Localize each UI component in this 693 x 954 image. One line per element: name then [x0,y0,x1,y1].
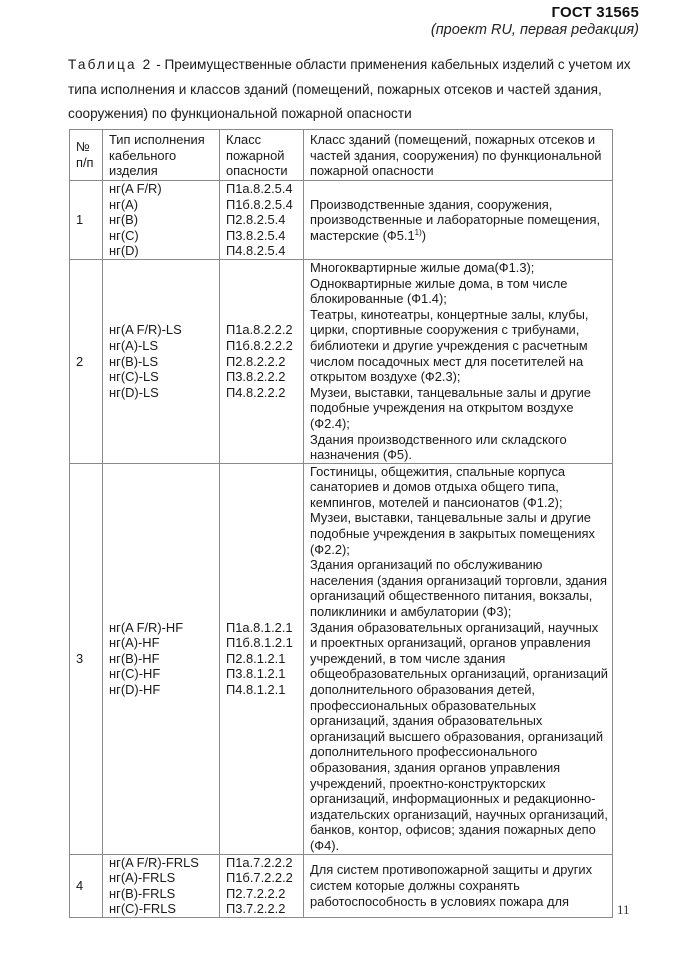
cable-type: нг(B)-LS [109,353,159,369]
fire-class: П2.8.1.2.1 [226,650,286,666]
fire-class: П1б.7.2.2.2 [226,870,293,886]
table-row [70,463,613,854]
cable-type: нг(A)-LS [109,337,159,353]
fire-class: П4.8.2.2.2 [226,384,286,400]
cable-type-cell [103,259,220,463]
cable-type: нг(C) [109,227,139,243]
row-number: 2 [70,259,103,463]
building-class-cell [304,463,613,854]
building-class-text: Для систем противопожарной защиты и других систем которые должны сохранять работоспособность в условиях пожара для [310,862,593,909]
table-header-row [70,130,613,181]
row-number: 4 [70,854,103,917]
cable-type: нг(A)-FRLS [109,870,176,886]
fire-class: П3.8.2.5.4 [226,227,286,243]
cable-type-cell [103,854,220,917]
cable-type: нг(D)-HF [109,682,161,697]
document-code: ГОСТ 31565 [551,4,639,21]
fire-class-cell [220,854,304,917]
column-header-building-class: Класс зданий (помещений, пожарных отсеков и частей здания, сооружения) по функциональной пожарной опасности [304,130,613,181]
cable-type: нг(D)-LS [109,384,159,400]
building-class-cell [304,181,613,260]
building-class-cell [304,854,613,917]
fire-class: П3.8.1.2.1 [226,666,286,682]
table-caption-text: - Преимущественные области применения кабельных изделий с учетом их типа исполнения и классов зданий (помещений, пожарных отсеков и частей здания, сооружения) по функциональной пожарной опасности [68,57,631,121]
fire-class: П1а.7.2.2.2 [226,854,293,870]
fire-class: П3.8.2.2.2 [226,369,286,385]
building-class-item: Музеи, выставки, танцевальные залы и другие подобные учреждения в закрытых помещениях (Ф2.2); [310,510,595,557]
building-class-item: Гостиницы, общежития, спальные корпуса санаториев и домов отдыха общего типа, кемпингов, мотелей и пансионатов (Ф1.2); [310,463,566,510]
footnote-marker: 1) [414,227,422,237]
table-row [70,854,613,917]
fire-class: П4.8.2.5.4 [226,243,286,259]
cable-type: нг(A F/R)-HF [109,619,184,635]
row-number: 1 [70,181,103,260]
fire-class: П1б.8.2.2.2 [226,337,293,353]
fire-class: П2.7.2.2.2 [226,885,286,901]
cable-type-cell [103,181,220,260]
fire-class: П1а.8.2.2.2 [226,322,293,338]
building-class-item: Здания производственного или складского назначения (Ф5). [310,431,567,463]
table-row [70,259,613,463]
table-caption-label: Таблица 2 [68,57,153,72]
cable-type: нг(A) [109,196,139,212]
fire-class: П1а.8.1.2.1 [226,619,293,635]
building-class-item: Одноквартирные жилые дома, в том числе блокированные (Ф1.4); [310,275,568,307]
fire-class: П4.8.1.2.1 [226,682,286,697]
column-header-class: Класс пожарной опасности [220,130,304,181]
cable-type: нг(C)-LS [109,369,159,385]
cable-type: нг(A F/R)-LS [109,322,182,338]
building-class-cell [304,259,613,463]
building-class-text-end: ) [421,227,427,243]
cable-type: нг(A)-HF [109,635,160,651]
cable-type: нг(C)-HF [109,666,161,682]
building-class-item: Здания организаций по обслуживанию населения (здания организаций торговли, здания организаций общественного питания, вокзалы, поликлиники и амбулатории (Ф3); [310,557,607,620]
fire-class: П1а.8.2.5.4 [226,181,293,196]
applications-table [69,129,613,918]
cable-type: нг(C)-FRLS [109,901,176,917]
table-row [70,181,613,260]
fire-class: П3.7.2.2.2 [226,901,286,917]
row-number: 3 [70,463,103,854]
fire-class-cell [220,259,304,463]
column-header-number: № п/п [70,130,103,181]
fire-class: П2.8.2.5.4 [226,212,286,228]
fire-class: П1б.8.1.2.1 [226,635,293,651]
cable-type: нг(A F/R)-FRLS [109,854,199,870]
table-caption [68,53,658,127]
cable-type: нг(D) [109,243,139,259]
building-class-item: Театры, кинотеатры, концертные залы, клубы, цирки, спортивные сооружения с трибунами, библиотеки и другие учреждения с расчетным числом посадочных мест для посетителей на открытом воздухе (Ф2.3); [310,306,589,385]
column-header-type: Тип исполнения кабельного изделия [103,130,220,181]
fire-class: П2.8.2.2.2 [226,353,286,369]
cable-type: нг(B)-HF [109,650,160,666]
page-number: 11 [617,902,630,917]
fire-class-cell [220,463,304,854]
document-subtitle: (проект RU, первая редакция) [430,22,639,38]
cable-type: нг(B)-FRLS [109,885,176,901]
fire-class-cell [220,181,304,260]
cable-type-cell [103,463,220,854]
building-class-item: Музеи, выставки, танцевальные залы и другие подобные учреждения на открытом воздухе (Ф2.4); [310,384,591,431]
building-class-item: Многоквартирные жилые дома(Ф1.3); [310,259,535,275]
fire-class: П1б.8.2.5.4 [226,196,293,212]
cable-type: нг(A F/R) [109,181,162,196]
cable-type: нг(B) [109,212,139,228]
building-class-item: Здания образовательных организаций, научных и проектных организаций, органов управления учреждений, в том числе здания общеобразовательных организаций, организаций дополнительного образования детей, профессиональных образовательных организаций, здания образовательных организаций высшего образования, организаций дополнительного профессионального образования, здания органов управления учреждений, проектно-конструкторских организаций, информационных и редакционно-издательских организаций, научных организаций, банков, контор, офисов; здания пожарных депо (Ф4). [310,619,608,853]
building-class-text: Производственные здания, сооружения, производственные и лабораторные помещения, мастерские (Ф5.1 [310,196,601,243]
